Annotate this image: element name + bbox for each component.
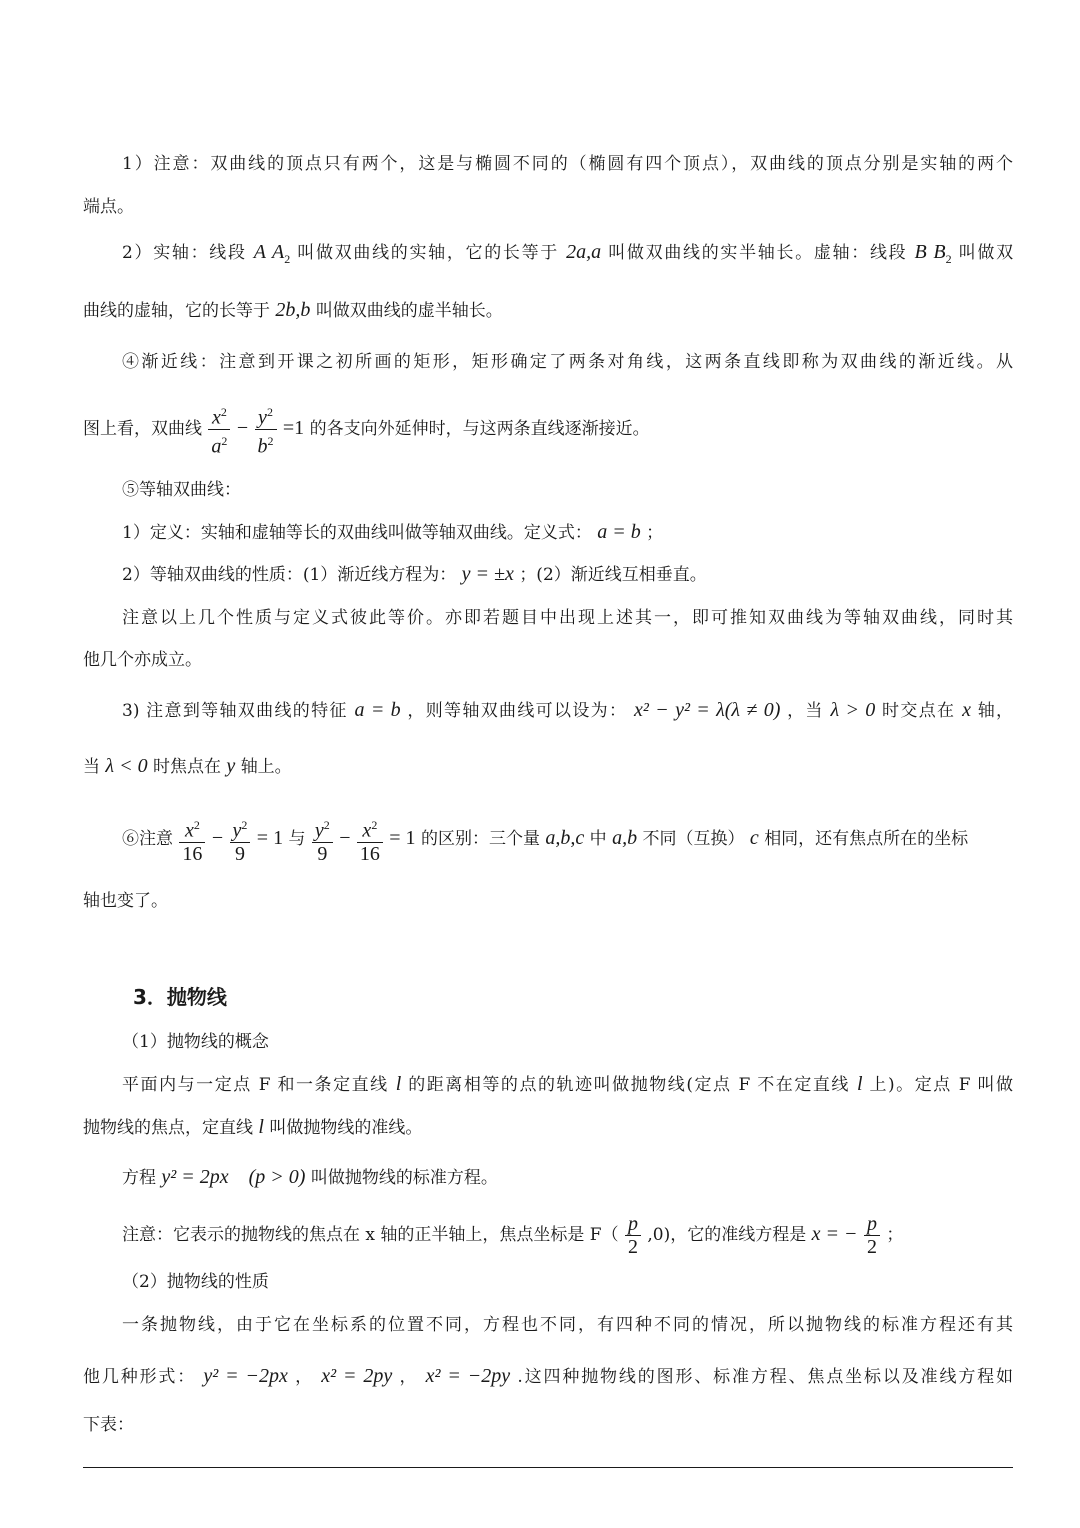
paragraph-standard-equation — [122, 1165, 1013, 1190]
text: 轴上。 — [240, 757, 292, 777]
math: 2a,a — [566, 241, 602, 263]
math: λ < 0 — [105, 755, 148, 777]
text: 上)。定点 F 叫做 — [869, 1075, 1014, 1095]
fraction: $\frac{p}{2}$ — [864, 1213, 880, 1258]
text: 2）等轴双曲线的性质：(1）渐近线方程为： — [122, 565, 457, 585]
table-top-rule — [83, 1467, 1013, 1468]
math: x² = −2py — [425, 1365, 511, 1387]
fraction: $\frac{y^2}{9}$ — [230, 814, 251, 865]
math: l — [856, 1073, 863, 1095]
text: 不同（互换） — [642, 829, 745, 849]
fraction: $\frac{x^2}{16}$ — [357, 814, 383, 865]
text: ⑥注意 — [122, 829, 173, 849]
text: 3) 注意到等轴双曲线的特征 — [122, 701, 348, 721]
paragraph-four-forms-end: 下表： — [83, 1415, 134, 1435]
text: .这四种抛物线的图形、标准方程、焦点坐标以及准线方程如 — [517, 1367, 1014, 1387]
subheading-parabola-props: （2）抛物线的性质 — [122, 1272, 269, 1292]
text: 注意：它表示的抛物线的焦点在 x 轴的正半轴上，焦点坐标是 F（ — [122, 1225, 619, 1245]
text: 时焦点在 — [152, 757, 221, 777]
paragraph-vertex-note: 1）注意：双曲线的顶点只有两个，这是与椭圆不同的（椭圆有四个顶点），双曲线的顶点分别是实轴的两个 — [122, 154, 1013, 174]
fraction: $\frac{x^2}{16}$ — [179, 814, 205, 865]
text: ， — [399, 1367, 419, 1387]
text: ，当 — [787, 701, 824, 721]
math: = 1 — [256, 827, 284, 849]
paragraph-focus-note — [122, 1206, 1013, 1262]
paragraph-four-forms: 一条抛物线，由于它在坐标系的位置不同，方程也不同，有四种不同的情况，所以抛物线的标准方程还有其 — [122, 1315, 1013, 1335]
paragraph-rect-form — [122, 698, 1013, 723]
math: y — [226, 755, 236, 777]
text: 叫做抛物线的准线。 — [269, 1118, 423, 1138]
text: ； — [886, 1225, 904, 1245]
math: y² = 2px (p > 0) — [161, 1166, 306, 1188]
text: 叫做抛物线的标准方程。 — [310, 1168, 498, 1188]
text: 与 — [288, 829, 306, 849]
paragraph-asymptote-formula — [83, 398, 1013, 458]
text: ， — [295, 1367, 314, 1387]
math: a = b — [354, 699, 401, 721]
text: 叫做双曲线的实轴，它的长等于 — [297, 243, 560, 263]
paragraph-parabola-def-cont — [83, 1115, 1013, 1140]
text: 的距离相等的点的轨迹叫做抛物线(定点 F 不在定直线 — [408, 1075, 850, 1095]
fraction: $\frac{p}{2}$ — [625, 1213, 641, 1258]
math: y = ±x — [461, 563, 514, 585]
text: 方程 — [122, 1168, 156, 1188]
math: a,b,c — [545, 827, 585, 849]
text: 曲线的虚轴，它的长等于 — [83, 301, 270, 321]
text: ,0)，它的准线方程是 — [647, 1225, 807, 1245]
text: 图上看，双曲线 — [83, 419, 202, 439]
text: 的区别：三个量 — [420, 829, 540, 849]
math: =1 — [282, 417, 305, 439]
paragraph-equivalence-cont: 他几个亦成立。 — [83, 650, 202, 670]
math: a = b — [597, 521, 641, 543]
math: λ > 0 — [830, 699, 876, 721]
text: 的各支向外延伸时，与这两条直线逐渐接近。 — [309, 419, 650, 439]
text: 时交点在 — [882, 701, 956, 721]
math: x² − y² = λ(λ ≠ 0) — [634, 699, 781, 721]
text: 中 — [589, 829, 607, 849]
math: x² = 2py — [321, 1365, 393, 1387]
paragraph-compare-cont: 轴也变了。 — [83, 891, 168, 911]
text: 叫做双曲线的实半轴长。虚轴：线段 — [608, 243, 908, 263]
text: 1）定义：实轴和虚轴等长的双曲线叫做等轴双曲线。定义式： — [122, 523, 592, 543]
math: c — [749, 827, 759, 849]
fraction: $\frac{y^2}{b^2}$ — [255, 401, 277, 457]
math: − — [339, 827, 351, 849]
math: x — [962, 699, 971, 721]
text: ；(2）渐近线互相垂直。 — [519, 565, 707, 585]
paragraph-rect-props — [122, 562, 1013, 587]
section-heading-parabola: 3．抛物线 — [133, 985, 227, 1009]
text: 抛物线的焦点，定直线 — [83, 1118, 253, 1138]
math: x = − — [811, 1223, 858, 1245]
paragraph-equivalence: 注意以上几个性质与定义式彼此等价。亦即若题目中出现上述其一，即可推知双曲线为等轴双曲线，同时其 — [122, 608, 1013, 628]
paragraph-asymptote: ④渐近线：注意到开课之初所画的矩形，矩形确定了两条对角线，这两条直线即称为双曲线的渐近线。从 — [122, 352, 1013, 372]
math: − — [236, 417, 249, 439]
text: 轴， — [977, 701, 1014, 721]
text: 平面内与一定点 F 和一条定直线 — [122, 1075, 389, 1095]
text: ，则等轴双曲线可以设为： — [407, 701, 628, 721]
text: ； — [646, 523, 664, 543]
math: a,b — [612, 827, 638, 849]
paragraph-compare — [122, 808, 1013, 868]
fraction: $\frac{y^2}{9}$ — [312, 814, 333, 865]
text: 相同，还有焦点所在的坐标 — [764, 829, 969, 849]
math: B $B_2$ — [914, 241, 952, 266]
text: 叫做双 — [958, 243, 1014, 263]
text: 当 — [83, 757, 100, 777]
paragraph-vertex-note-cont: 端点。 — [83, 197, 134, 217]
fraction: $\frac{x^2}{a^2}$ — [208, 401, 230, 457]
math: 2b,b — [275, 299, 311, 321]
paragraph-rect-form-cont — [83, 754, 1013, 779]
paragraph-rect-def — [122, 520, 1013, 545]
math: − — [211, 827, 224, 849]
math: A $A_2$ — [253, 241, 291, 266]
math: = 1 — [389, 827, 416, 849]
paragraph-four-forms-cont — [83, 1364, 1013, 1389]
paragraph-imag-axis — [83, 298, 1013, 323]
text: 他几种形式： — [83, 1367, 197, 1387]
subheading-parabola-concept: （1）抛物线的概念 — [122, 1032, 269, 1052]
math: y² = −2px — [203, 1365, 288, 1387]
text: 叫做双曲线的虚半轴长。 — [315, 301, 503, 321]
math: l — [395, 1073, 402, 1095]
text: 2）实轴：线段 — [122, 243, 247, 263]
paragraph-rect-hyperbola: ⑤等轴双曲线： — [122, 480, 241, 500]
paragraph-real-axis — [122, 240, 1013, 271]
math: l — [258, 1116, 264, 1138]
paragraph-parabola-def — [122, 1072, 1013, 1097]
